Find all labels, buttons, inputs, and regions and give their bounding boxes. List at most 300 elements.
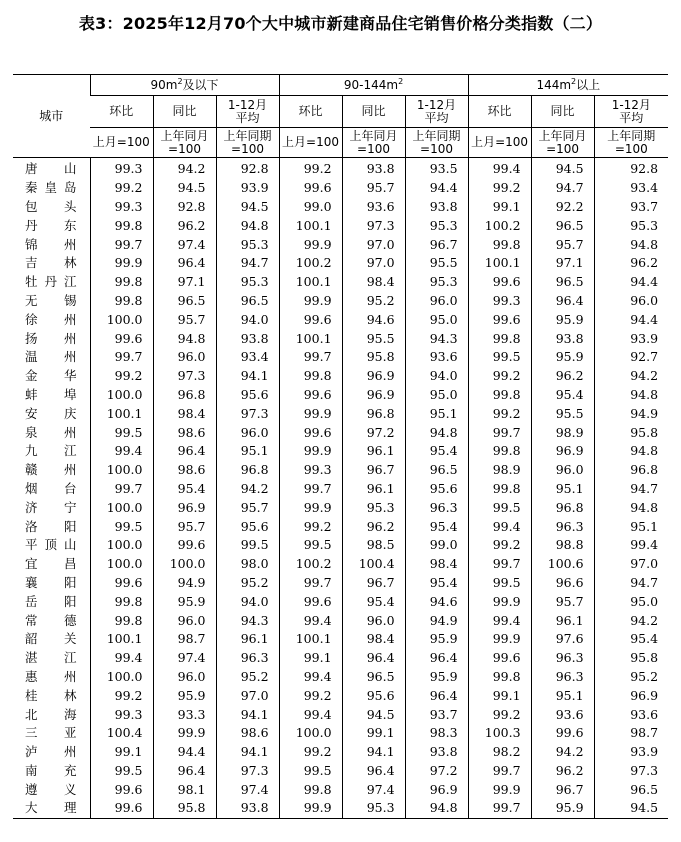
value-cell: 98.8 (531, 536, 594, 555)
value-cell: 99.8 (90, 216, 153, 235)
value-cell: 99.8 (468, 329, 531, 348)
yoy-base-header: 上年同月 =100 (531, 128, 594, 158)
value-cell: 100.1 (468, 254, 531, 273)
table-row (13, 498, 668, 517)
value-cell: 96.8 (153, 386, 216, 405)
value-cell: 94.9 (405, 611, 468, 630)
table-row (13, 555, 668, 574)
value-cell: 95.8 (594, 423, 668, 442)
value-cell: 95.7 (342, 179, 405, 198)
value-cell: 99.1 (342, 724, 405, 743)
value-cell: 96.4 (405, 649, 468, 668)
table-row (13, 198, 668, 217)
value-cell: 95.4 (405, 517, 468, 536)
value-cell: 95.1 (594, 517, 668, 536)
value-cell: 96.2 (153, 216, 216, 235)
yoy-header: 同比 (342, 96, 405, 128)
value-cell: 99.7 (468, 799, 531, 818)
value-cell: 96.5 (342, 668, 405, 687)
value-cell: 100.0 (90, 668, 153, 687)
value-cell: 99.4 (279, 611, 342, 630)
table-row (13, 423, 668, 442)
value-cell: 99.3 (90, 705, 153, 724)
table-row (13, 649, 668, 668)
yoy-header: 同比 (531, 96, 594, 128)
value-cell: 96.9 (405, 780, 468, 799)
value-cell: 99.2 (468, 404, 531, 423)
value-cell: 94.0 (216, 592, 279, 611)
value-cell: 99.8 (468, 480, 531, 499)
group-header-90-and-below: $90m^2$及以下 (90, 75, 279, 96)
city-cell: 北海 (25, 706, 77, 722)
value-cell: 98.4 (405, 555, 468, 574)
city-cell: 宜昌 (25, 556, 77, 572)
value-cell: 99.1 (468, 686, 531, 705)
value-cell: 96.5 (531, 273, 594, 292)
value-cell: 96.9 (342, 367, 405, 386)
city-column-header: 城市 (13, 75, 90, 158)
value-cell: 94.7 (594, 574, 668, 593)
value-cell: 95.6 (216, 517, 279, 536)
value-cell: 99.5 (468, 574, 531, 593)
value-cell: 96.5 (153, 292, 216, 311)
mom-base-header: 上月=100 (279, 128, 342, 158)
table-row (13, 235, 668, 254)
value-cell: 100.0 (153, 555, 216, 574)
city-cell: 锦州 (25, 236, 77, 252)
city-cell: 三亚 (25, 725, 77, 741)
value-cell: 94.3 (405, 329, 468, 348)
value-cell: 99.7 (468, 762, 531, 781)
value-cell: 93.8 (342, 158, 405, 179)
value-cell: 100.0 (90, 310, 153, 329)
value-cell: 99.9 (153, 724, 216, 743)
value-cell: 95.9 (531, 799, 594, 818)
value-cell: 95.4 (531, 386, 594, 405)
mom-base-header: 上月=100 (468, 128, 531, 158)
avg-base-header: 上年同期 =100 (405, 128, 468, 158)
value-cell: 95.9 (153, 592, 216, 611)
table-row (13, 536, 668, 555)
value-cell: 97.0 (594, 555, 668, 574)
city-cell: 赣州 (25, 462, 77, 478)
value-cell: 99.8 (279, 780, 342, 799)
value-cell: 99.7 (468, 555, 531, 574)
value-cell: 96.0 (405, 292, 468, 311)
value-cell: 100.6 (531, 555, 594, 574)
city-cell: 金华 (25, 368, 77, 384)
value-cell: 99.9 (90, 254, 153, 273)
value-cell: 99.2 (468, 705, 531, 724)
value-cell: 99.2 (279, 158, 342, 179)
value-cell: 92.2 (531, 198, 594, 217)
value-cell: 99.6 (90, 574, 153, 593)
avg-base-header: 上年同期 =100 (594, 128, 668, 158)
city-cell: 洛阳 (25, 518, 77, 534)
yoy-header: 同比 (153, 96, 216, 128)
value-cell: 95.3 (405, 216, 468, 235)
value-cell: 99.5 (279, 536, 342, 555)
value-cell: 99.3 (468, 292, 531, 311)
table-row (13, 705, 668, 724)
value-cell: 99.4 (279, 705, 342, 724)
value-cell: 95.6 (405, 480, 468, 499)
value-cell: 99.6 (279, 592, 342, 611)
value-cell: 96.5 (594, 780, 668, 799)
table-row (13, 158, 668, 179)
city-cell: 蚌埠 (25, 386, 77, 402)
value-cell: 95.7 (216, 498, 279, 517)
value-cell: 95.2 (594, 668, 668, 687)
value-cell: 99.7 (279, 480, 342, 499)
value-cell: 94.5 (216, 198, 279, 217)
value-cell: 97.0 (216, 686, 279, 705)
table-row (13, 329, 668, 348)
value-cell: 94.4 (405, 179, 468, 198)
city-cell: 丹东 (25, 217, 77, 233)
value-cell: 93.9 (216, 179, 279, 198)
city-cell: 吉林 (25, 255, 77, 271)
value-cell: 97.1 (531, 254, 594, 273)
value-cell: 98.7 (594, 724, 668, 743)
value-cell: 95.2 (216, 668, 279, 687)
value-cell: 93.4 (594, 179, 668, 198)
value-cell: 98.5 (342, 536, 405, 555)
value-cell: 96.9 (153, 498, 216, 517)
value-cell: 100.1 (279, 630, 342, 649)
value-cell: 95.3 (342, 799, 405, 818)
city-cell: 烟台 (25, 480, 77, 496)
value-cell: 96.0 (531, 461, 594, 480)
value-cell: 97.2 (342, 423, 405, 442)
value-cell: 93.8 (531, 329, 594, 348)
value-cell: 96.2 (342, 517, 405, 536)
value-cell: 96.2 (594, 254, 668, 273)
value-cell: 94.2 (153, 158, 216, 179)
value-cell: 94.7 (594, 480, 668, 499)
table-row (13, 630, 668, 649)
value-cell: 99.6 (468, 310, 531, 329)
city-cell: 泸州 (25, 744, 77, 760)
value-cell: 99.4 (468, 517, 531, 536)
value-cell: 97.4 (153, 649, 216, 668)
city-cell: 韶关 (25, 631, 77, 647)
value-cell: 99.5 (216, 536, 279, 555)
value-cell: 99.9 (468, 780, 531, 799)
value-cell: 95.6 (342, 686, 405, 705)
value-cell: 100.1 (279, 216, 342, 235)
value-cell: 92.8 (216, 158, 279, 179)
avg-header: 1-12月 平均 (594, 96, 668, 128)
value-cell: 99.0 (279, 198, 342, 217)
value-cell: 100.2 (279, 555, 342, 574)
value-cell: 96.6 (531, 574, 594, 593)
value-cell: 93.6 (405, 348, 468, 367)
value-cell: 99.6 (531, 724, 594, 743)
value-cell: 99.6 (468, 273, 531, 292)
value-cell: 98.0 (216, 555, 279, 574)
value-cell: 96.8 (216, 461, 279, 480)
value-cell: 98.6 (216, 724, 279, 743)
value-cell: 97.3 (216, 404, 279, 423)
value-cell: 94.7 (216, 254, 279, 273)
value-cell: 99.8 (468, 386, 531, 405)
table-body (13, 158, 668, 819)
value-cell: 95.3 (216, 273, 279, 292)
value-cell: 92.7 (594, 348, 668, 367)
value-cell: 97.3 (153, 367, 216, 386)
value-cell: 99.4 (468, 158, 531, 179)
value-cell: 92.8 (594, 158, 668, 179)
table-row (13, 480, 668, 499)
value-cell: 97.4 (342, 780, 405, 799)
value-cell: 96.7 (531, 780, 594, 799)
table-row (13, 442, 668, 461)
value-cell: 100.0 (90, 555, 153, 574)
value-cell: 93.8 (216, 329, 279, 348)
value-cell: 98.4 (342, 273, 405, 292)
city-cell: 秦皇岛 (25, 180, 77, 196)
value-cell: 96.0 (342, 611, 405, 630)
value-cell: 99.9 (279, 442, 342, 461)
value-cell: 93.9 (594, 743, 668, 762)
value-cell: 95.3 (216, 235, 279, 254)
value-cell: 98.6 (153, 461, 216, 480)
avg-header: 1-12月 平均 (405, 96, 468, 128)
value-cell: 95.9 (405, 668, 468, 687)
value-cell: 96.0 (216, 423, 279, 442)
city-cell: 唐山 (25, 161, 77, 177)
value-cell: 96.3 (216, 649, 279, 668)
value-cell: 93.3 (153, 705, 216, 724)
value-cell: 99.3 (279, 461, 342, 480)
value-cell: 94.9 (594, 404, 668, 423)
city-cell: 无锡 (25, 292, 77, 308)
value-cell: 99.6 (90, 329, 153, 348)
city-cell: 遵义 (25, 781, 77, 797)
table-row (13, 574, 668, 593)
value-cell: 99.9 (468, 592, 531, 611)
value-cell: 96.1 (531, 611, 594, 630)
value-cell: 98.6 (153, 423, 216, 442)
value-cell: 95.3 (342, 498, 405, 517)
value-cell: 94.8 (594, 235, 668, 254)
value-cell: 95.2 (342, 292, 405, 311)
value-cell: 95.7 (531, 235, 594, 254)
value-cell: 99.2 (468, 367, 531, 386)
value-cell: 96.0 (153, 348, 216, 367)
value-cell: 99.8 (279, 367, 342, 386)
value-cell: 95.7 (531, 592, 594, 611)
value-cell: 94.2 (531, 743, 594, 762)
value-cell: 96.2 (531, 762, 594, 781)
value-cell: 96.7 (342, 461, 405, 480)
value-cell: 100.1 (90, 630, 153, 649)
value-cell: 96.4 (342, 762, 405, 781)
value-cell: 94.2 (594, 367, 668, 386)
value-cell: 96.2 (531, 367, 594, 386)
value-cell: 93.6 (594, 705, 668, 724)
value-cell: 96.0 (153, 611, 216, 630)
value-cell: 93.8 (405, 743, 468, 762)
value-cell: 99.7 (468, 423, 531, 442)
value-cell: 94.0 (216, 310, 279, 329)
value-cell: 96.8 (531, 498, 594, 517)
value-cell: 96.3 (531, 649, 594, 668)
yoy-base-header: 上年同月 =100 (342, 128, 405, 158)
table-row (13, 404, 668, 423)
value-cell: 98.2 (468, 743, 531, 762)
value-cell: 100.4 (90, 724, 153, 743)
value-cell: 94.9 (153, 574, 216, 593)
value-cell: 94.8 (405, 799, 468, 818)
value-cell: 94.8 (594, 498, 668, 517)
value-cell: 95.5 (342, 329, 405, 348)
value-cell: 99.5 (279, 762, 342, 781)
value-cell: 99.4 (279, 668, 342, 687)
value-cell: 99.2 (279, 743, 342, 762)
value-cell: 94.2 (594, 611, 668, 630)
value-cell: 96.4 (153, 442, 216, 461)
value-cell: 94.6 (342, 310, 405, 329)
value-cell: 99.2 (90, 179, 153, 198)
value-cell: 95.1 (531, 686, 594, 705)
value-cell: 94.8 (405, 423, 468, 442)
city-cell: 牡丹江 (25, 274, 77, 290)
value-cell: 94.1 (216, 743, 279, 762)
value-cell: 94.7 (531, 179, 594, 198)
value-cell: 95.3 (405, 273, 468, 292)
value-cell: 96.4 (342, 649, 405, 668)
value-cell: 93.5 (405, 158, 468, 179)
city-cell: 湛江 (25, 650, 77, 666)
yoy-base-header: 上年同月 =100 (153, 128, 216, 158)
value-cell: 96.9 (594, 686, 668, 705)
value-cell: 99.7 (279, 574, 342, 593)
value-cell: 95.0 (405, 310, 468, 329)
value-cell: 96.7 (405, 235, 468, 254)
value-cell: 94.8 (594, 442, 668, 461)
value-cell: 99.3 (90, 158, 153, 179)
value-cell: 96.5 (531, 216, 594, 235)
table-row (13, 216, 668, 235)
value-cell: 99.4 (90, 442, 153, 461)
value-cell: 99.8 (90, 611, 153, 630)
value-cell: 99.7 (279, 348, 342, 367)
value-cell: 96.5 (216, 292, 279, 311)
value-cell: 99.5 (468, 498, 531, 517)
value-cell: 99.8 (90, 292, 153, 311)
value-cell: 96.3 (531, 668, 594, 687)
value-cell: 94.1 (216, 705, 279, 724)
table-row (13, 743, 668, 762)
value-cell: 97.6 (531, 630, 594, 649)
value-cell: 96.8 (342, 404, 405, 423)
city-cell: 常德 (25, 612, 77, 628)
city-cell: 九江 (25, 443, 77, 459)
value-cell: 100.2 (468, 216, 531, 235)
table-row (13, 668, 668, 687)
value-cell: 98.1 (153, 780, 216, 799)
table-row (13, 799, 668, 818)
value-cell: 96.4 (153, 254, 216, 273)
value-cell: 95.8 (153, 799, 216, 818)
value-cell: 95.2 (216, 574, 279, 593)
value-cell: 100.0 (90, 461, 153, 480)
value-cell: 96.5 (405, 461, 468, 480)
value-cell: 98.4 (342, 630, 405, 649)
value-cell: 100.2 (279, 254, 342, 273)
value-cell: 100.1 (279, 273, 342, 292)
value-cell: 96.4 (153, 762, 216, 781)
value-cell: 100.0 (279, 724, 342, 743)
value-cell: 96.1 (216, 630, 279, 649)
value-cell: 99.4 (468, 611, 531, 630)
table-row (13, 273, 668, 292)
value-cell: 95.4 (594, 630, 668, 649)
value-cell: 96.9 (531, 442, 594, 461)
group-header-90-144: $90-144m^2$ (279, 75, 468, 96)
value-cell: 99.4 (594, 536, 668, 555)
value-cell: 99.5 (90, 423, 153, 442)
value-cell: 96.3 (531, 517, 594, 536)
city-cell: 襄阳 (25, 574, 77, 590)
value-cell: 95.7 (153, 517, 216, 536)
value-cell: 94.4 (594, 310, 668, 329)
value-cell: 99.2 (90, 686, 153, 705)
value-cell: 96.0 (153, 668, 216, 687)
value-cell: 94.6 (405, 592, 468, 611)
value-cell: 95.5 (405, 254, 468, 273)
value-cell: 94.1 (216, 367, 279, 386)
value-cell: 95.5 (531, 404, 594, 423)
value-cell: 99.6 (468, 649, 531, 668)
value-cell: 100.3 (468, 724, 531, 743)
value-cell: 94.5 (531, 158, 594, 179)
value-cell: 97.0 (342, 254, 405, 273)
value-cell: 94.8 (216, 216, 279, 235)
table-row (13, 254, 668, 273)
value-cell: 94.8 (153, 329, 216, 348)
value-cell: 94.3 (216, 611, 279, 630)
table-row (13, 310, 668, 329)
value-cell: 97.4 (216, 780, 279, 799)
value-cell: 94.5 (342, 705, 405, 724)
value-cell: 99.5 (468, 348, 531, 367)
table-row (13, 367, 668, 386)
value-cell: 100.0 (90, 536, 153, 555)
value-cell: 95.4 (342, 592, 405, 611)
table-row (13, 611, 668, 630)
value-cell: 93.8 (405, 198, 468, 217)
value-cell: 93.9 (594, 329, 668, 348)
value-cell: 93.6 (342, 198, 405, 217)
value-cell: 99.8 (468, 668, 531, 687)
price-index-table (13, 74, 668, 819)
value-cell: 95.4 (405, 442, 468, 461)
city-cell: 桂林 (25, 687, 77, 703)
value-cell: 100.4 (342, 555, 405, 574)
city-cell: 南充 (25, 762, 77, 778)
value-cell: 95.8 (342, 348, 405, 367)
city-cell: 大理 (25, 800, 77, 816)
value-cell: 100.0 (90, 498, 153, 517)
value-cell: 97.2 (405, 762, 468, 781)
value-cell: 99.7 (90, 480, 153, 499)
value-cell: 99.6 (279, 386, 342, 405)
value-cell: 96.1 (342, 442, 405, 461)
value-cell: 99.7 (90, 235, 153, 254)
